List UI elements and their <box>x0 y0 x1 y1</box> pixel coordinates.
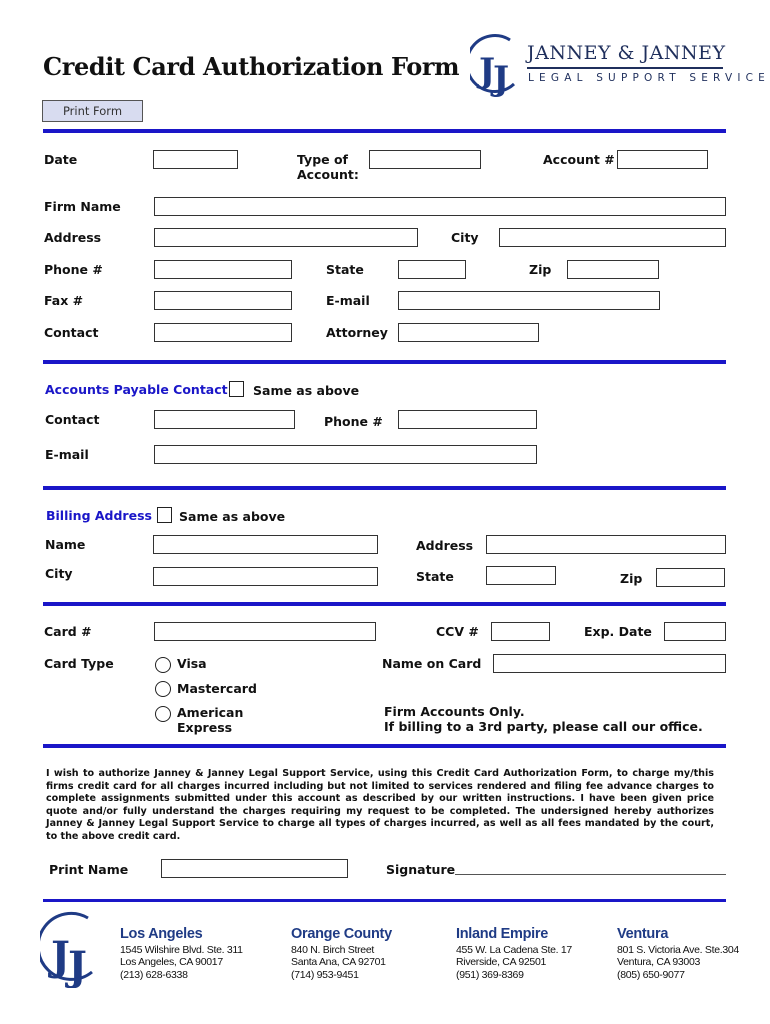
ap-email-input[interactable] <box>154 445 537 464</box>
section-divider <box>43 360 726 364</box>
billing-name-label: Name <box>45 537 86 552</box>
contact-label: Contact <box>44 325 99 340</box>
billing-state-input[interactable] <box>486 566 556 585</box>
print-name-input[interactable] <box>161 859 348 878</box>
card-number-label: Card # <box>44 624 92 639</box>
office-street: 801 S. Victoria Ave. Ste.304 <box>617 944 739 956</box>
section-divider <box>43 129 726 133</box>
third-party-note: If billing to a 3rd party, please call our office. <box>384 719 703 734</box>
print-form-button[interactable]: Print Form <box>42 100 143 122</box>
office-ventura <box>617 926 739 981</box>
office-citystate: Santa Ana, CA 92701 <box>291 956 386 969</box>
firm-name-label: Firm Name <box>44 199 121 214</box>
amex-label-1: American <box>177 705 244 720</box>
jj-footer-logo-icon <box>40 910 102 988</box>
firm-name-input[interactable] <box>154 197 726 216</box>
section-divider <box>43 744 726 748</box>
billing-same-checkbox[interactable] <box>157 507 172 523</box>
exp-date-input[interactable] <box>664 622 726 641</box>
office-street: 1545 Wilshire Blvd. Ste. 311 <box>120 944 243 956</box>
jj-logo-icon <box>470 32 522 98</box>
brand-name: JANNEY & JANNEY <box>527 42 726 64</box>
billing-city-input[interactable] <box>153 567 378 586</box>
visa-radio[interactable] <box>155 657 171 673</box>
ap-same-checkbox[interactable] <box>229 381 244 397</box>
section-divider <box>43 602 726 606</box>
firm-accounts-note: Firm Accounts Only. <box>384 704 525 719</box>
office-phone: (213) 628-6338 <box>120 968 188 981</box>
billing-name-input[interactable] <box>153 535 378 554</box>
visa-label: Visa <box>177 656 207 671</box>
account-type-label-1: Type of <box>297 152 348 167</box>
print-name-label: Print Name <box>49 862 129 877</box>
office-street: 455 W. La Cadena Ste. 17 <box>456 944 572 956</box>
office-city: Orange County <box>291 926 392 942</box>
address-input[interactable] <box>154 228 418 247</box>
card-number-input[interactable] <box>154 622 376 641</box>
section-divider <box>43 899 726 902</box>
address-label: Address <box>44 230 102 245</box>
zip-label: Zip <box>529 262 552 277</box>
attorney-input[interactable] <box>398 323 539 342</box>
ap-heading: Accounts Payable Contact <box>45 382 228 397</box>
signature-label: Signature <box>386 862 456 877</box>
ccv-label: CCV # <box>436 624 479 639</box>
office-city: Ventura <box>617 926 669 942</box>
mastercard-radio[interactable] <box>155 681 171 697</box>
svg-text:J: J <box>51 933 70 980</box>
account-number-input[interactable] <box>617 150 708 169</box>
zip-input[interactable] <box>567 260 659 279</box>
billing-address-input[interactable] <box>486 535 726 554</box>
office-citystate: Riverside, CA 92501 <box>456 956 547 969</box>
ap-email-label: E-mail <box>45 447 89 462</box>
exp-date-label: Exp. Date <box>584 624 652 639</box>
name-on-card-label: Name on Card <box>382 656 482 671</box>
email-label: E-mail <box>326 293 370 308</box>
ap-same-label: Same as above <box>253 383 360 398</box>
account-type-input[interactable] <box>369 150 481 169</box>
amex-radio[interactable] <box>155 706 171 722</box>
state-input[interactable] <box>398 260 466 279</box>
mastercard-label: Mastercard <box>177 681 257 696</box>
attorney-label: Attorney <box>326 325 388 340</box>
office-citystate: Los Angeles, CA 90017 <box>120 956 223 969</box>
phone-input[interactable] <box>154 260 292 279</box>
name-on-card-input[interactable] <box>493 654 726 673</box>
section-divider <box>43 486 726 490</box>
amex-label-2: Express <box>177 720 233 735</box>
billing-zip-input[interactable] <box>656 568 725 587</box>
office-phone: (714) 953-9451 <box>291 968 359 981</box>
svg-text:J: J <box>493 59 510 98</box>
brand-subtitle: LEGAL SUPPORT SERVICE <box>528 72 770 84</box>
ap-contact-label: Contact <box>45 412 100 427</box>
billing-heading: Billing Address <box>46 508 152 523</box>
account-type-label-2: Account: <box>297 167 359 182</box>
form-title: Credit Card Authorization Form <box>43 52 460 81</box>
signature-line[interactable] <box>455 874 726 875</box>
card-type-label: Card Type <box>44 656 114 671</box>
svg-text:J: J <box>479 51 496 91</box>
fax-input[interactable] <box>154 291 292 310</box>
fax-label: Fax # <box>44 293 84 308</box>
svg-text:J: J <box>68 943 87 988</box>
billing-zip-label: Zip <box>620 571 643 586</box>
contact-input[interactable] <box>154 323 292 342</box>
office-los-angeles <box>120 926 243 981</box>
brand-divider <box>527 67 723 69</box>
date-input[interactable] <box>153 150 238 169</box>
office-phone: (951) 369-8369 <box>456 968 524 981</box>
office-street: 840 N. Birch Street <box>291 944 375 956</box>
city-label: City <box>451 230 479 245</box>
billing-city-label: City <box>45 566 73 581</box>
ccv-input[interactable] <box>491 622 550 641</box>
account-number-label: Account # <box>543 152 615 167</box>
date-label: Date <box>44 152 78 167</box>
billing-same-label: Same as above <box>179 509 286 524</box>
city-input[interactable] <box>499 228 726 247</box>
email-input[interactable] <box>398 291 660 310</box>
authorization-text: I wish to authorize Janney & Janney Legal Support Service, using this Credit Card Authorization Form, to charge my/this firms credit card for all charges incurred including but not limited to services rendered and filing fee advance charges to complete assignments submitted under this account as described by our written instructions. I have been given price quote and/or fully understand the charges requiring my request to be completed. The undersigned hereby authorizes Janney & Janney Legal Support Service to charge all types of charges incurred, as well as all fees mandated by the court, to the above credit card. <box>46 768 714 842</box>
ap-contact-input[interactable] <box>154 410 295 429</box>
office-city: Los Angeles <box>120 926 203 942</box>
office-phone: (805) 650-9077 <box>617 968 685 981</box>
ap-phone-label: Phone # <box>324 414 383 429</box>
state-label: State <box>326 262 364 277</box>
ap-phone-input[interactable] <box>398 410 537 429</box>
phone-label: Phone # <box>44 262 103 277</box>
office-orange-county <box>291 926 392 981</box>
office-inland-empire <box>456 926 572 981</box>
office-city: Inland Empire <box>456 926 548 942</box>
office-citystate: Ventura, CA 93003 <box>617 956 701 969</box>
billing-address-label: Address <box>416 538 474 553</box>
billing-state-label: State <box>416 569 454 584</box>
